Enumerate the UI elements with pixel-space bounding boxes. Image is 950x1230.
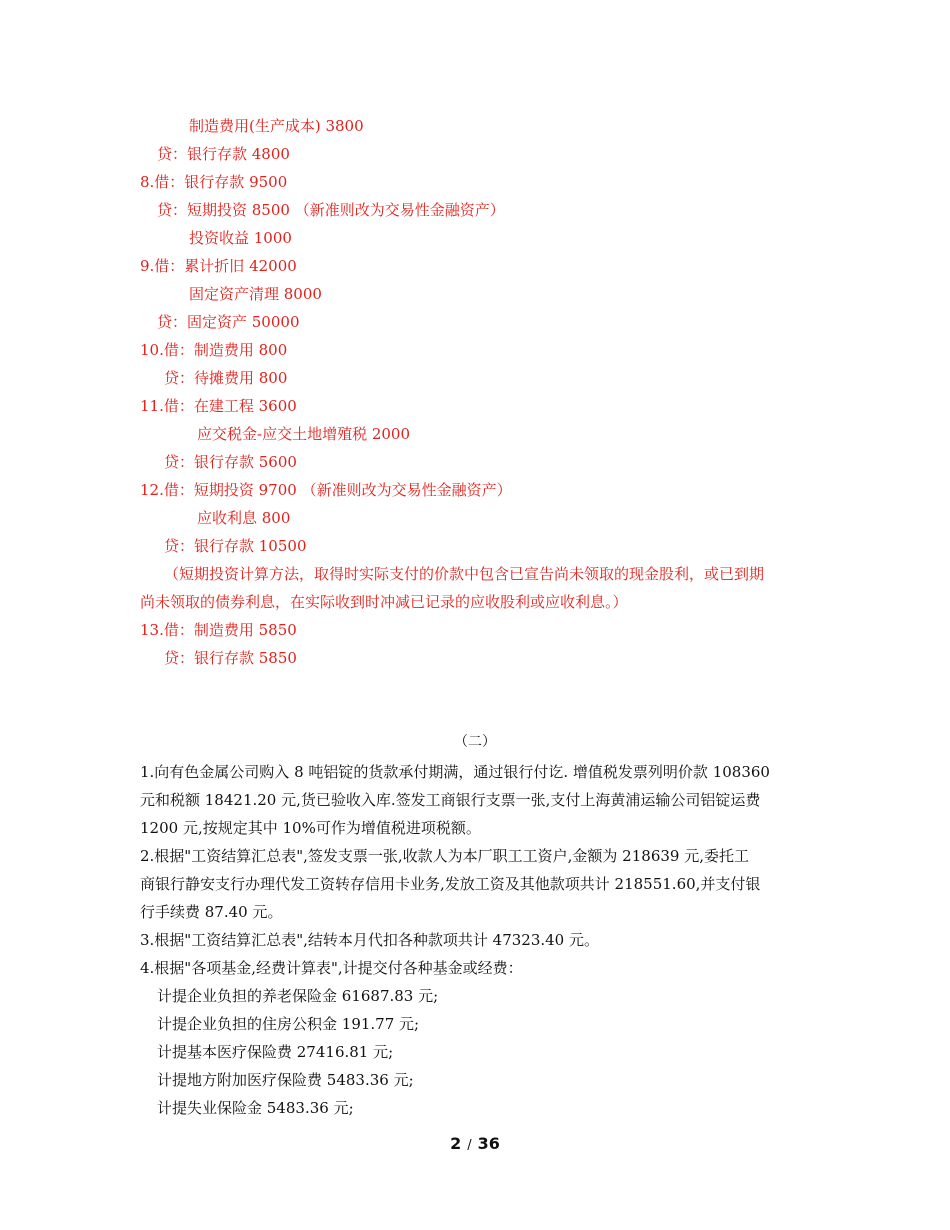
red-line-3: 贷：短期投资 8500 （新准则改为交易性金融资产） [157, 201, 505, 219]
red-line-10: 11.借：在建工程 3600 [140, 397, 297, 415]
red-line-4: 投资收益 1000 [189, 229, 292, 247]
black-line-7: 4.根据"各项基金,经费计算表",计提交付各种基金或经费： [140, 959, 523, 977]
black-line-4: 商银行静安支行办理代发工资转存信用卡业务,发放工资及其他款项共计 218551.60,并支付银 [140, 875, 761, 893]
red-line-0: 制造费用(生产成本) 3800 [189, 117, 364, 135]
red-line-11: 应交税金-应交土地增殖税 2000 [197, 425, 411, 443]
red-line-9: 贷：待摊费用 800 [164, 369, 288, 387]
black-line-9: 计提企业负担的住房公积金 191.77 元; [157, 1015, 420, 1033]
page-number [0, 1134, 950, 1153]
red-line-18: 13.借：制造费用 5850 [140, 621, 297, 639]
red-line-5: 9.借：累计折旧 42000 [140, 257, 297, 275]
red-line-14: 应收利息 800 [197, 509, 291, 527]
red-line-6: 固定资产清理 8000 [189, 285, 322, 303]
red-line-2: 8.借：银行存款 9500 [140, 173, 288, 191]
section-title: （二） [454, 734, 496, 750]
page-current: 2 [450, 1134, 462, 1153]
red-line-7: 贷：固定资产 50000 [157, 313, 300, 331]
red-line-12: 贷：银行存款 5600 [164, 453, 297, 471]
black-line-11: 计提地方附加医疗保险费 5483.36 元; [157, 1071, 414, 1089]
black-line-6: 3.根据"工资结算汇总表",结转本月代扣各种款项共计 47323.40 元。 [140, 931, 599, 949]
black-line-8: 计提企业负担的养老保险金 61687.83 元; [157, 987, 439, 1005]
red-line-13: 12.借：短期投资 9700 （新准则改为交易性金融资产） [140, 481, 512, 499]
red-line-15: 贷：银行存款 10500 [164, 537, 307, 555]
red-line-17: 尚未领取的债券利息，在实际收到时冲减已记录的应收股利或应收利息。） [140, 593, 628, 611]
black-line-3: 2.根据"工资结算汇总表",签发支票一张,收款人为本厂职工工资户,金额为 218639 元,委托工 [140, 847, 749, 865]
black-line-5: 行手续费 87.40 元。 [140, 903, 283, 921]
black-line-2: 1200 元,按规定其中 10%可作为增值税进项税额。 [140, 819, 481, 837]
page-total: 36 [477, 1134, 500, 1153]
black-line-12: 计提失业保险金 5483.36 元; [157, 1099, 354, 1117]
black-line-0: 1.向有色金属公司购入 8 吨铝锭的货款承付期满，通过银行付讫. 增值税发票列明价款 108360 [140, 763, 770, 781]
red-line-8: 10.借：制造费用 800 [140, 341, 288, 359]
black-line-1: 元和税额 18421.20 元,货已验收入库.签发工商银行支票一张,支付上海黄浦运输公司铝锭运费 [140, 791, 761, 809]
red-line-19: 贷：银行存款 5850 [164, 649, 297, 667]
red-line-16: （短期投资计算方法，取得时实际支付的价款中包含已宣告尚未领取的现金股利，或已到期 [164, 565, 765, 583]
black-line-10: 计提基本医疗保险费 27416.81 元; [157, 1043, 394, 1061]
page-separator: / [467, 1138, 472, 1153]
red-line-1: 贷：银行存款 4800 [157, 145, 290, 163]
